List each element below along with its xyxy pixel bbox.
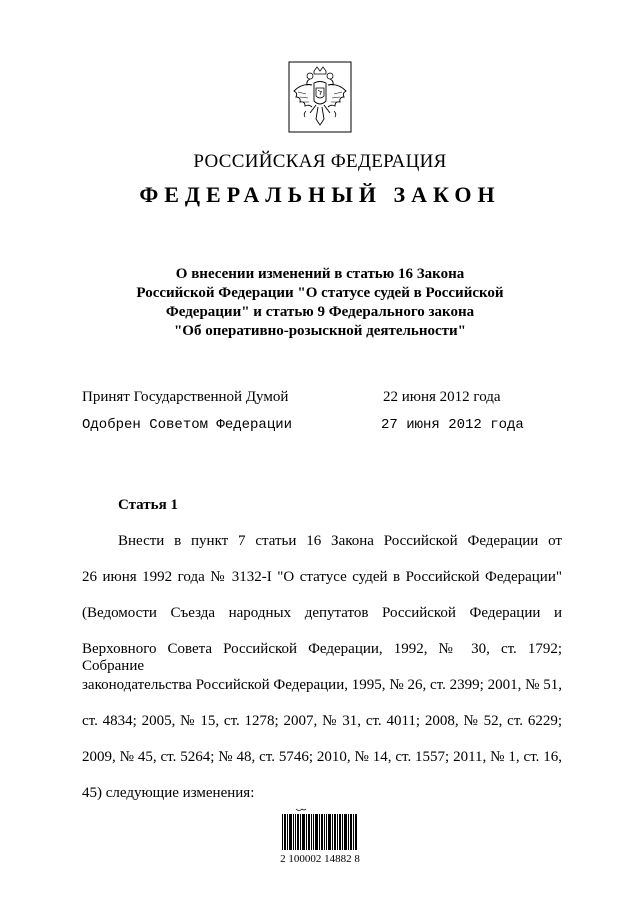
law-title-line: "Об оперативно-розыскной деятельности"	[173, 323, 467, 339]
document-type: ФЕДЕРАЛЬНЫЙ ЗАКОН	[139, 182, 501, 207]
article-text-line: законодательства Российской Федерации, 1995, № 26, ст. 2399; 2001, № 51,	[82, 677, 562, 693]
law-title	[0, 265, 640, 341]
coat-of-arms-icon	[288, 61, 352, 133]
law-title-line: Российской Федерации "О статусе судей в Российской	[136, 285, 504, 301]
article-text-line: Внести в пункт 7 статьи 16 Закона Российской Федерации от	[118, 533, 562, 549]
article-text-line: Верховного Совета Российской Федерации, 1992, № 30, ст. 1792; Собрание	[82, 641, 562, 674]
duma-adoption-label: Принят Государственной Думой	[82, 389, 289, 405]
council-approval-date: 27 июня 2012 года	[381, 417, 524, 433]
council-approval-label: Одобрен Советом Федерации	[82, 417, 293, 433]
article-text-line: 26 июня 1992 года № 3132-I "О статусе судей в Российской Федерации"	[82, 569, 562, 585]
duma-adoption-date: 22 июня 2012 года	[383, 389, 501, 405]
law-title-line: О внесении изменений в статью 16 Закона	[175, 266, 465, 282]
law-title-line: Федерации" и статью 9 Федерального закона	[165, 304, 475, 320]
article-text-line: ст. 4834; 2005, № 15, ст. 1278; 2007, № 31, ст. 4011; 2008, № 52, ст. 6229;	[82, 713, 562, 729]
barcode-icon	[282, 808, 358, 850]
barcode-number: 2 100002 14882 8	[280, 853, 360, 865]
article-text-line: 45) следующие изменения:	[82, 785, 255, 801]
article-heading: Статья 1	[118, 497, 178, 513]
country-name: РОССИЙСКАЯ ФЕДЕРАЦИЯ	[193, 151, 447, 172]
article-text-line: (Ведомости Съезда народных депутатов Российской Федерации и	[82, 605, 562, 621]
article-text-line: 2009, № 45, ст. 5264; № 48, ст. 5746; 2010, № 14, ст. 1557; 2011, № 1, ст. 16,	[82, 749, 562, 765]
